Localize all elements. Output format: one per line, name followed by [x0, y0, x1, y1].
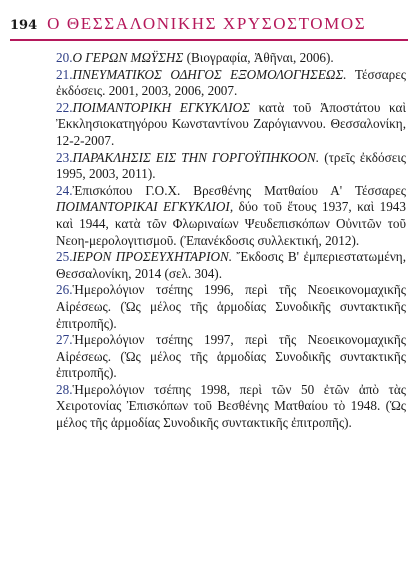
- entry-text: Ἔκδοσις Β' ἐμπεριεστατωμένη, Θεσσαλονίκη, 2014 (σελ. 304).: [56, 249, 406, 281]
- entry-title: Ο ΓΕΡΩΝ ΜΩΫΣΗΣ: [72, 50, 184, 65]
- entry-number: 21.: [56, 66, 73, 82]
- entry-title: ΙΕΡΟΝ ΠΡΟΣΕΥΧΗΤΑΡΙΟΝ.: [72, 249, 233, 265]
- entry-title: ΠΟΙΜΑΝΤΟΡΙΚΑΙ ΕΓΚΥΚΛΙΟΙ,: [56, 199, 234, 215]
- list-item: [56, 382, 406, 432]
- entry-number: 22.: [56, 99, 73, 115]
- list-item: [56, 67, 406, 100]
- page-number: 194: [10, 18, 38, 33]
- entry-number: 23.: [56, 149, 73, 165]
- entry-text: Τέσσαρες ἐκδόσεις. 2001, 2003, 2006, 2007.: [56, 66, 406, 99]
- entry-prefix: Ἐπισκόπου Γ.Ο.Χ. Βρεσθένης Ματθαίου Α' Τέσσαρες: [72, 182, 406, 198]
- list-item: [56, 50, 406, 67]
- entry-number: 24.: [56, 182, 73, 198]
- bibliography-list: [56, 50, 406, 432]
- entry-number: 27.: [56, 332, 73, 348]
- list-item: [56, 282, 406, 332]
- entry-text: Ἡμερολόγιον τσέπης 1996, περὶ τῆς Νεοεικονομαχικῆς Αἱρέσεως. (Ὡς μέλος τῆς ἁρμοδίας Συνοδικῆς συντακτικῆς ἐπιτροπῆς).: [56, 282, 406, 331]
- list-item: [56, 100, 406, 150]
- entry-text: (Βιογραφία, Ἀθῆναι, 2006).: [183, 50, 334, 65]
- running-header: [10, 14, 408, 34]
- entry-title: ΠΝΕΥΜΑΤΙΚΟΣ ΟΔΗΓΟΣ ΕΞΟΜΟΛΟΓΗΣΕΩΣ.: [72, 66, 347, 82]
- entry-text: Ἡμερολόγιον τσέπης 1997, περὶ τῆς Νεοεικονομαχικῆς Αἱρέσεως. (Ὡς μέλος τῆς ἁρμοδίας Συνοδικῆς συντακτικῆς ἐπιτροπῆς).: [56, 332, 406, 381]
- entry-number: 28.: [56, 381, 73, 397]
- entry-title: ΠΟΙΜΑΝΤΟΡΙΚΗ ΕΓΚΥΚΛΙΟΣ: [72, 99, 250, 115]
- list-item: [56, 183, 406, 249]
- entry-text: δύο τοῦ ἔτους 1937, καὶ 1943 καὶ 1944, κατὰ τῶν Φλωριναίων Ψευδεπισκόπων Οὐνιτῶν τοῦ Νεοη-μερολογιτισμοῦ. (Ἐπανέκδοσις συλλεκτική, 2012).: [56, 199, 406, 248]
- list-item: [56, 150, 406, 183]
- entry-number: 20.: [56, 50, 73, 65]
- entry-number: 25.: [56, 249, 73, 265]
- entry-number: 26.: [56, 282, 73, 298]
- entry-title: ΠΑΡΑΚΛΗΣΙΣ ΕΙΣ ΤΗΝ ΓΟΡΓΟΫΠΗΚΟΟΝ.: [72, 149, 320, 165]
- header-rule: [10, 39, 408, 41]
- list-item: [56, 249, 406, 282]
- running-title: Ο ΘΕΣΣΑΛΟΝΙΚΗΣ ΧΡΥΣΟΣΤΟΜΟΣ: [47, 14, 367, 33]
- entry-text: (τρεῖς ἐκδόσεις 1995, 2003, 2011).: [56, 149, 406, 182]
- entry-text: κατὰ τοῦ Ἀποστάτου καὶ Ἐκκλησιοκατηγόρου Κωνσταντίνου Ζαρόγιαννου. Θεσσαλονίκη, 12-2-2007.: [56, 99, 406, 148]
- list-item: [56, 332, 406, 382]
- entry-text: Ἡμερολόγιον τσέπης 1998, περὶ τῶν 50 ἐτῶν ἀπὸ τὰς Χειροτονίας Ἐπισκόπων τοῦ Βεσθένης Ματθαίου τὸ 1948. (Ὡς μέλος τῆς ἁρμοδίας Συνοδικῆς συντακτικῆς ἐπιτροπῆς).: [56, 381, 406, 431]
